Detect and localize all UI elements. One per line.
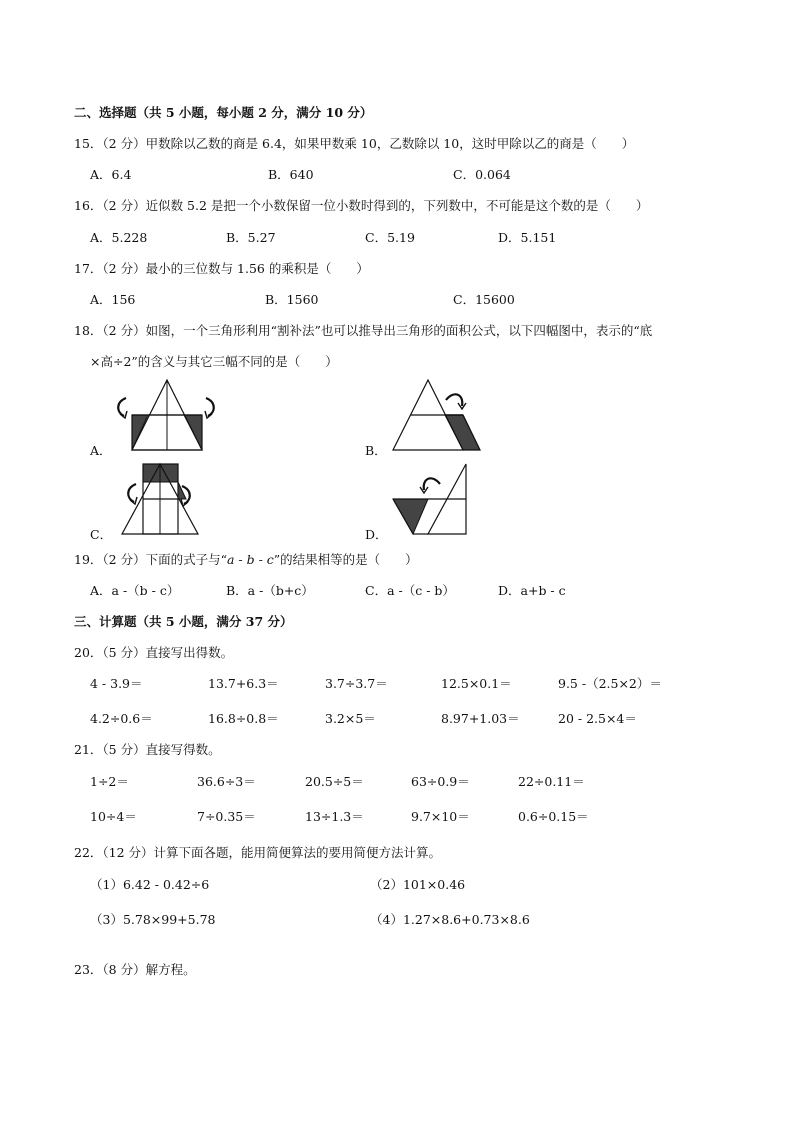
q21-r1-c3: 20.5÷5＝ [305,774,364,789]
q20-stem: 20．（5 分）直接写出得数。 [74,645,234,660]
q17-stem: 17．（2 分）最小的三位数与 1.56 的乘积是（ ） [74,261,369,276]
q21-r1-c1: 1÷2＝ [90,774,129,789]
q18-option-c[interactable]: C． [90,527,113,542]
q20-r2-c5: 20 - 2.5×4＝ [558,711,637,726]
q19-option-c[interactable]: C．a -（c - b） [365,583,455,598]
q22-item-2: （2）101×0.46 [370,877,466,892]
q19-option-a[interactable]: A．a -（b - c） [90,583,180,598]
q22-item-1: （1）6.42 - 0.42÷6 [90,877,210,892]
q21-r2-c2: 7÷0.35＝ [197,809,256,824]
q21-r1-c5: 22÷0.11＝ [518,774,585,789]
q17-option-a[interactable]: A．156 [90,292,136,307]
q16-option-d[interactable]: D．5.151 [498,230,557,245]
q15-stem: 15．（2 分）甲数除以乙数的商是 6.4，如果甲数乘 10，乙数除以 10，这时甲除以乙的商是（ ） [74,136,635,151]
q20-r1-c2: 13.7+6.3＝ [208,676,279,691]
q19-stem-suffix: ”的结果相等的是（ ） [273,552,418,567]
q15-option-b[interactable]: B．640 [268,167,314,182]
q18-figure-a [110,378,220,453]
q21-r2-c1: 10÷4＝ [90,809,137,824]
q19-option-b[interactable]: B．a -（b+c） [226,583,314,598]
q22-item-4: （4）1.27×8.6+0.73×8.6 [370,912,530,927]
q20-r2-c1: 4.2÷0.6＝ [90,711,153,726]
q17-option-c[interactable]: C．15600 [453,292,515,307]
q20-r1-c1: 4 - 3.9＝ [90,676,143,691]
q21-r2-c3: 13÷1.3＝ [305,809,364,824]
q22-stem: 22．（12 分）计算下面各题，能用简便算法的要用简便方法计算。 [74,845,442,860]
q19-stem-expr: a - b - c [226,552,274,567]
section2-title: 二、选择题（共 5 小题，每小题 2 分，满分 10 分） [74,105,373,120]
q18-stem-line1: 18．（2 分）如图，一个三角形利用“割补法”也可以推导出三角形的面积公式，以下四幅图中，表示的“底 [74,323,653,338]
q18-option-d[interactable]: D． [365,527,388,542]
q18-figure-d [388,462,488,537]
q18-figure-b [388,378,488,453]
q21-r1-c2: 36.6÷3＝ [197,774,256,789]
q18-stem-line2: ×高÷2”的含义与其它三幅不同的是（ ） [90,354,338,369]
q15-option-a[interactable]: A．6.4 [90,167,132,182]
q20-r2-c3: 3.2×5＝ [325,711,376,726]
q22-item-3: （3）5.78×99+5.78 [90,912,216,927]
q18-option-b[interactable]: B． [365,443,387,458]
q16-stem: 16．（2 分）近似数 5.2 是把一个小数保留一位小数时得到的，下列数中，不可能是这个数的是（ ） [74,198,649,213]
q18-option-a[interactable]: A． [90,443,112,458]
q17-option-b[interactable]: B．1560 [265,292,319,307]
q16-option-a[interactable]: A．5.228 [90,230,148,245]
q21-r2-c5: 0.6÷0.15＝ [518,809,589,824]
q20-r1-c5: 9.5 -（2.5×2）＝ [558,676,662,691]
q15-option-c[interactable]: C．0.064 [453,167,511,182]
q20-r2-c2: 16.8÷0.8＝ [208,711,279,726]
q16-option-b[interactable]: B．5.27 [226,230,276,245]
section3-title: 三、计算题（共 5 小题，满分 37 分） [74,614,293,629]
q19-stem-prefix: 19．（2 分）下面的式子与“ [74,552,227,567]
q16-option-c[interactable]: C．5.19 [365,230,415,245]
q23-stem: 23．（8 分）解方程。 [74,962,196,977]
q19-stem [74,552,418,568]
q19-option-d[interactable]: D．a+b - c [498,583,566,598]
q20-r1-c4: 12.5×0.1＝ [441,676,512,691]
q18-figure-c [112,462,207,537]
q21-r1-c4: 63÷0.9＝ [411,774,470,789]
q20-r1-c3: 3.7÷3.7＝ [325,676,388,691]
q21-r2-c4: 9.7×10＝ [411,809,470,824]
q21-stem: 21．（5 分）直接写得数。 [74,742,221,757]
q20-r2-c4: 8.97+1.03＝ [441,711,520,726]
